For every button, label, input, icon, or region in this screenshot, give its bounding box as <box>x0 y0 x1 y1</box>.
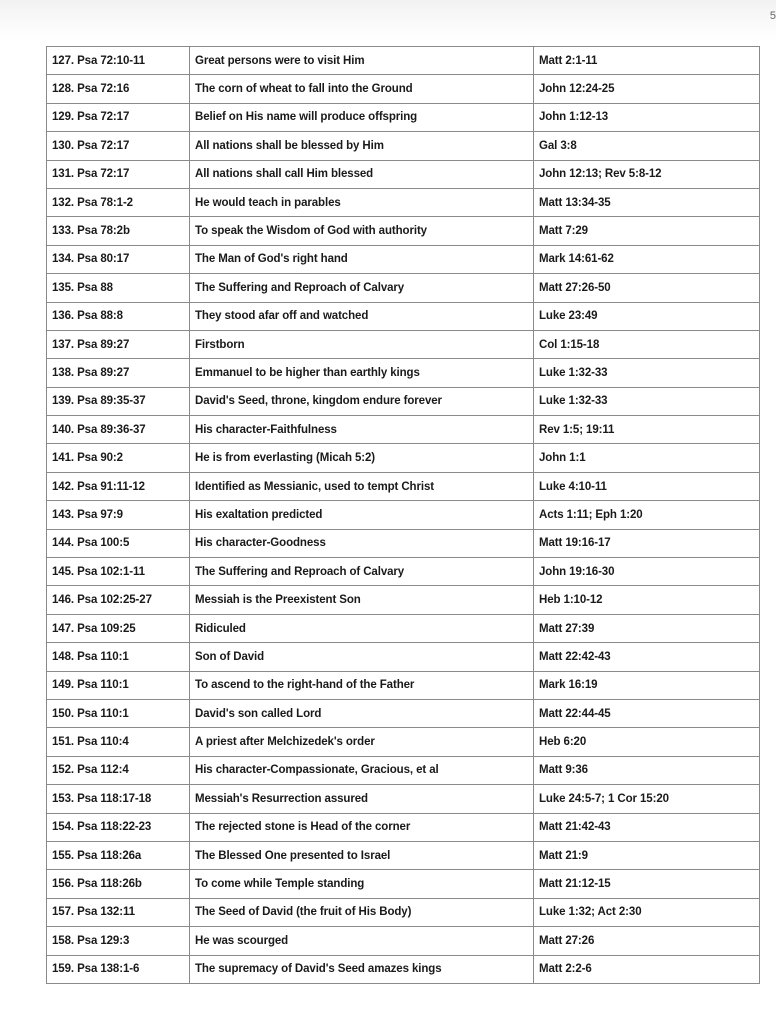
prophecy-cell: To speak the Wisdom of God with authority <box>190 217 534 245</box>
table-row <box>47 870 760 898</box>
reference-cell: 155. Psa 118:26a <box>47 841 190 869</box>
prophecy-cell: To come while Temple standing <box>190 870 534 898</box>
reference-cell: 156. Psa 118:26b <box>47 870 190 898</box>
fulfillment-cell: John 12:24-25 <box>534 75 760 103</box>
table-row <box>47 927 760 955</box>
reference-cell: 128. Psa 72:16 <box>47 75 190 103</box>
prophecy-table <box>46 46 760 984</box>
fulfillment-cell: Matt 21:42-43 <box>534 813 760 841</box>
table-row <box>47 501 760 529</box>
reference-cell: 143. Psa 97:9 <box>47 501 190 529</box>
reference-cell: 130. Psa 72:17 <box>47 132 190 160</box>
fulfillment-cell: Mark 16:19 <box>534 671 760 699</box>
reference-cell: 157. Psa 132:11 <box>47 898 190 926</box>
reference-cell: 129. Psa 72:17 <box>47 103 190 131</box>
table-row <box>47 274 760 302</box>
table-row <box>47 586 760 614</box>
prophecy-cell: Great persons were to visit Him <box>190 47 534 75</box>
prophecy-cell: The rejected stone is Head of the corner <box>190 813 534 841</box>
reference-cell: 142. Psa 91:11-12 <box>47 472 190 500</box>
fulfillment-cell: Luke 4:10-11 <box>534 472 760 500</box>
page-top-shade <box>0 0 776 40</box>
table-row <box>47 132 760 160</box>
prophecy-cell: To ascend to the right-hand of the Father <box>190 671 534 699</box>
prophecy-cell: He was scourged <box>190 927 534 955</box>
reference-cell: 159. Psa 138:1-6 <box>47 955 190 983</box>
table-row <box>47 302 760 330</box>
reference-cell: 132. Psa 78:1-2 <box>47 188 190 216</box>
table-row <box>47 671 760 699</box>
reference-cell: 154. Psa 118:22-23 <box>47 813 190 841</box>
reference-cell: 139. Psa 89:35-37 <box>47 387 190 415</box>
table-row <box>47 359 760 387</box>
reference-cell: 150. Psa 110:1 <box>47 699 190 727</box>
table-row <box>47 728 760 756</box>
prophecy-cell: A priest after Melchizedek's order <box>190 728 534 756</box>
prophecy-cell: All nations shall be blessed by Him <box>190 132 534 160</box>
reference-cell: 137. Psa 89:27 <box>47 330 190 358</box>
fulfillment-cell: Matt 27:39 <box>534 614 760 642</box>
fulfillment-cell: Rev 1:5; 19:11 <box>534 416 760 444</box>
reference-cell: 140. Psa 89:36-37 <box>47 416 190 444</box>
table-row <box>47 444 760 472</box>
fulfillment-cell: Matt 7:29 <box>534 217 760 245</box>
fulfillment-cell: Matt 2:1-11 <box>534 47 760 75</box>
fulfillment-cell: Matt 21:12-15 <box>534 870 760 898</box>
table-row <box>47 330 760 358</box>
fulfillment-cell: Heb 1:10-12 <box>534 586 760 614</box>
prophecy-cell: Belief on His name will produce offspring <box>190 103 534 131</box>
fulfillment-cell: Heb 6:20 <box>534 728 760 756</box>
reference-cell: 136. Psa 88:8 <box>47 302 190 330</box>
table-row <box>47 643 760 671</box>
reference-cell: 147. Psa 109:25 <box>47 614 190 642</box>
reference-cell: 133. Psa 78:2b <box>47 217 190 245</box>
fulfillment-cell: John 12:13; Rev 5:8-12 <box>534 160 760 188</box>
reference-cell: 146. Psa 102:25-27 <box>47 586 190 614</box>
fulfillment-cell: Mark 14:61-62 <box>534 245 760 273</box>
prophecy-cell: He is from everlasting (Micah 5:2) <box>190 444 534 472</box>
fulfillment-cell: Matt 2:2-6 <box>534 955 760 983</box>
fulfillment-cell: John 19:16-30 <box>534 558 760 586</box>
fulfillment-cell: John 1:1 <box>534 444 760 472</box>
table-row <box>47 955 760 983</box>
table-row <box>47 75 760 103</box>
reference-cell: 144. Psa 100:5 <box>47 529 190 557</box>
table-row <box>47 756 760 784</box>
prophecy-cell: Messiah's Resurrection assured <box>190 785 534 813</box>
prophecy-cell: The Seed of David (the fruit of His Body) <box>190 898 534 926</box>
table-row <box>47 529 760 557</box>
fulfillment-cell: Luke 23:49 <box>534 302 760 330</box>
fulfillment-cell: Matt 13:34-35 <box>534 188 760 216</box>
fulfillment-cell: Matt 22:44-45 <box>534 699 760 727</box>
table-row <box>47 188 760 216</box>
reference-cell: 151. Psa 110:4 <box>47 728 190 756</box>
reference-cell: 149. Psa 110:1 <box>47 671 190 699</box>
table-row <box>47 813 760 841</box>
page-number: 5 <box>769 10 776 22</box>
reference-cell: 145. Psa 102:1-11 <box>47 558 190 586</box>
prophecy-cell: His character-Goodness <box>190 529 534 557</box>
prophecy-cell: The Suffering and Reproach of Calvary <box>190 274 534 302</box>
table-row <box>47 47 760 75</box>
table-row <box>47 245 760 273</box>
fulfillment-cell: Luke 1:32-33 <box>534 387 760 415</box>
fulfillment-cell: Matt 21:9 <box>534 841 760 869</box>
prophecy-cell: Identified as Messianic, used to tempt Christ <box>190 472 534 500</box>
table-row <box>47 699 760 727</box>
prophecy-cell: Emmanuel to be higher than earthly kings <box>190 359 534 387</box>
prophecy-cell: Ridiculed <box>190 614 534 642</box>
table-body <box>47 47 760 984</box>
prophecy-cell: His exaltation predicted <box>190 501 534 529</box>
prophecy-cell: His character-Compassionate, Gracious, et al <box>190 756 534 784</box>
reference-cell: 148. Psa 110:1 <box>47 643 190 671</box>
table-row <box>47 472 760 500</box>
prophecy-cell: The supremacy of David's Seed amazes kings <box>190 955 534 983</box>
prophecy-cell: David's Seed, throne, kingdom endure forever <box>190 387 534 415</box>
fulfillment-cell: Luke 1:32-33 <box>534 359 760 387</box>
prophecy-cell: The Suffering and Reproach of Calvary <box>190 558 534 586</box>
prophecy-cell: All nations shall call Him blessed <box>190 160 534 188</box>
reference-cell: 131. Psa 72:17 <box>47 160 190 188</box>
reference-cell: 153. Psa 118:17-18 <box>47 785 190 813</box>
table-row <box>47 841 760 869</box>
fulfillment-cell: Matt 27:26 <box>534 927 760 955</box>
prophecy-cell: His character-Faithfulness <box>190 416 534 444</box>
prophecy-cell: The corn of wheat to fall into the Ground <box>190 75 534 103</box>
fulfillment-cell: Acts 1:11; Eph 1:20 <box>534 501 760 529</box>
fulfillment-cell: Luke 1:32; Act 2:30 <box>534 898 760 926</box>
fulfillment-cell: Matt 9:36 <box>534 756 760 784</box>
reference-cell: 127. Psa 72:10-11 <box>47 47 190 75</box>
table-row <box>47 160 760 188</box>
reference-cell: 138. Psa 89:27 <box>47 359 190 387</box>
fulfillment-cell: Luke 24:5-7; 1 Cor 15:20 <box>534 785 760 813</box>
prophecy-cell: Son of David <box>190 643 534 671</box>
fulfillment-cell: Matt 22:42-43 <box>534 643 760 671</box>
reference-cell: 152. Psa 112:4 <box>47 756 190 784</box>
table-row <box>47 416 760 444</box>
prophecy-cell: David's son called Lord <box>190 699 534 727</box>
prophecy-cell: Firstborn <box>190 330 534 358</box>
table-row <box>47 387 760 415</box>
table-row <box>47 558 760 586</box>
reference-cell: 158. Psa 129:3 <box>47 927 190 955</box>
table-row <box>47 898 760 926</box>
reference-cell: 134. Psa 80:17 <box>47 245 190 273</box>
reference-cell: 141. Psa 90:2 <box>47 444 190 472</box>
prophecy-cell: He would teach in parables <box>190 188 534 216</box>
prophecy-cell: The Blessed One presented to Israel <box>190 841 534 869</box>
fulfillment-cell: Col 1:15-18 <box>534 330 760 358</box>
table-row <box>47 217 760 245</box>
prophecy-cell: They stood afar off and watched <box>190 302 534 330</box>
reference-cell: 135. Psa 88 <box>47 274 190 302</box>
prophecy-cell: Messiah is the Preexistent Son <box>190 586 534 614</box>
fulfillment-cell: John 1:12-13 <box>534 103 760 131</box>
fulfillment-cell: Matt 27:26-50 <box>534 274 760 302</box>
fulfillment-cell: Matt 19:16-17 <box>534 529 760 557</box>
table-row <box>47 103 760 131</box>
table-row <box>47 785 760 813</box>
prophecy-cell: The Man of God's right hand <box>190 245 534 273</box>
fulfillment-cell: Gal 3:8 <box>534 132 760 160</box>
table-row <box>47 614 760 642</box>
